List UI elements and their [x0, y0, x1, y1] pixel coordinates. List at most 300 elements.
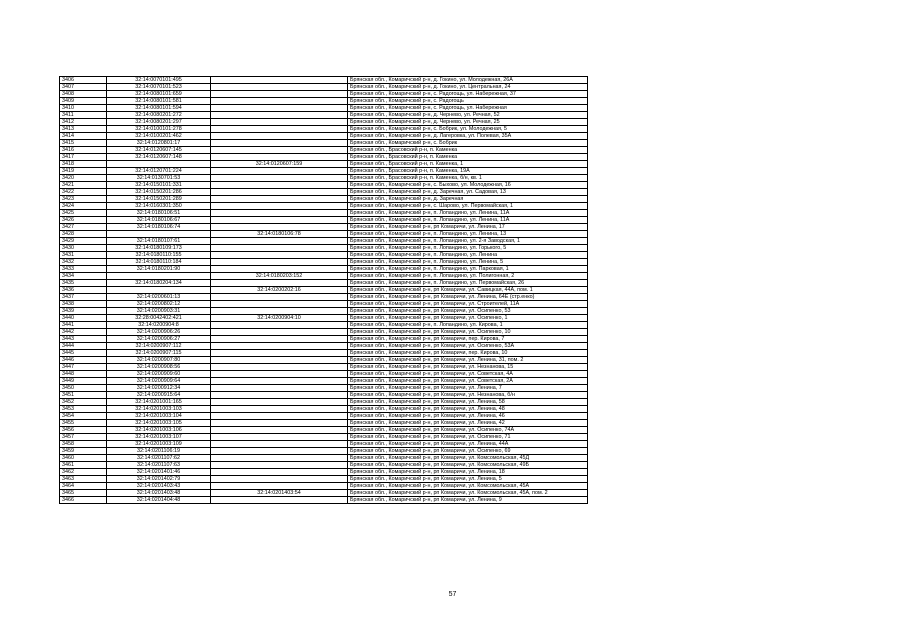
cadastral-number-cell: 32:14:0201001:165	[107, 399, 211, 406]
address-cell: Брянская обл., Комаричский р-н, рп Комаричи, ул. Ленина, 9	[348, 497, 588, 504]
table-row	[60, 448, 588, 455]
cadastral-number-cell: 32:14:0160301:350	[107, 203, 211, 210]
related-cadastral-number-cell	[211, 77, 348, 84]
table-row	[60, 476, 588, 483]
table-row	[60, 266, 588, 273]
row-number-cell: 3408	[60, 91, 107, 98]
cadastral-number-cell: 32:14:0200908:56	[107, 364, 211, 371]
related-cadastral-number-cell	[211, 371, 348, 378]
related-cadastral-number-cell	[211, 168, 348, 175]
row-number-cell: 3427	[60, 224, 107, 231]
table-row	[60, 105, 588, 112]
related-cadastral-number-cell	[211, 364, 348, 371]
table-row	[60, 119, 588, 126]
row-number-cell: 3438	[60, 301, 107, 308]
table-row	[60, 336, 588, 343]
table-row	[60, 322, 588, 329]
address-cell: Брянская обл., Комаричский р-н, рп Комаричи, ул. Ленина, 42	[348, 420, 588, 427]
cadastral-number-cell: 32:14:0180106:67	[107, 217, 211, 224]
related-cadastral-number-cell	[211, 259, 348, 266]
address-cell: Брянская обл., Комаричский р-н, п. Лопандино, ул. Горького, 5	[348, 245, 588, 252]
table-row	[60, 483, 588, 490]
cadastral-number-cell: 32:14:0200802:12	[107, 301, 211, 308]
address-cell: Брянская обл., Комаричский р-н, д. Заречная	[348, 196, 588, 203]
address-cell: Брянская обл., Комаричский р-н, с. Радогощь, ул. Набережная	[348, 105, 588, 112]
table-row	[60, 308, 588, 315]
cadastral-number-cell: 32:14:0130701:53	[107, 175, 211, 182]
related-cadastral-number-cell	[211, 112, 348, 119]
related-cadastral-number-cell	[211, 217, 348, 224]
table-row	[60, 140, 588, 147]
address-cell: Брянская обл., Комаричский р-н, п. Лопандино, ул. Ленина, 13	[348, 231, 588, 238]
related-cadastral-number-cell	[211, 322, 348, 329]
row-number-cell: 3429	[60, 238, 107, 245]
table-row	[60, 350, 588, 357]
cadastral-number-cell: 32:14:0201003:107	[107, 434, 211, 441]
row-number-cell: 3453	[60, 406, 107, 413]
cadastral-number-cell: 32:14:0201107:63	[107, 462, 211, 469]
related-cadastral-number-cell	[211, 329, 348, 336]
cadastral-number-cell: 32:14:0201403:43	[107, 483, 211, 490]
cadastral-number-cell: 32:14:0200909:64	[107, 378, 211, 385]
related-cadastral-number-cell	[211, 98, 348, 105]
related-cadastral-number-cell	[211, 469, 348, 476]
row-number-cell: 3410	[60, 105, 107, 112]
address-cell: Брянская обл., Брасовский р-н, п. Каменка	[348, 147, 588, 154]
related-cadastral-number-cell: 32:14:0200904:10	[211, 315, 348, 322]
table-row	[60, 84, 588, 91]
table-row	[60, 399, 588, 406]
address-cell: Брянская обл., Комаричский р-н, д. Черневo, ул. Речная, 52	[348, 112, 588, 119]
related-cadastral-number-cell	[211, 182, 348, 189]
related-cadastral-number-cell	[211, 350, 348, 357]
address-cell: Брянская обл., Комаричский р-н, п. Лопандино, ул. Парковая, 1	[348, 266, 588, 273]
table-row	[60, 378, 588, 385]
cadastral-number-cell: 32:14:0201403:48	[107, 490, 211, 497]
cadastral-number-cell: 32:14:0180110:155	[107, 252, 211, 259]
cadastral-number-cell: 32:14:0070101:523	[107, 84, 211, 91]
related-cadastral-number-cell: 32:14:0200202:16	[211, 287, 348, 294]
address-cell: Брянская обл., Комаричский р-н, рп Комаричи, пер. Кирова, 10	[348, 350, 588, 357]
cadastral-number-cell: 32:14:0150201:286	[107, 189, 211, 196]
address-cell: Брянская обл., Комаричский р-н, рп Комаричи, ул. Осипенко, 10	[348, 329, 588, 336]
related-cadastral-number-cell	[211, 336, 348, 343]
address-cell: Брянская обл., Комаричский р-н, д. Черневo, ул. Речная, 25	[348, 119, 588, 126]
row-number-cell: 3439	[60, 308, 107, 315]
related-cadastral-number-cell	[211, 294, 348, 301]
table-row	[60, 252, 588, 259]
related-cadastral-number-cell	[211, 126, 348, 133]
row-number-cell: 3411	[60, 112, 107, 119]
cadastral-number-cell: 32:14:0080101:581	[107, 98, 211, 105]
row-number-cell: 3459	[60, 448, 107, 455]
row-number-cell: 3421	[60, 182, 107, 189]
table-row	[60, 301, 588, 308]
related-cadastral-number-cell	[211, 245, 348, 252]
table-row	[60, 364, 588, 371]
row-number-cell: 3440	[60, 315, 107, 322]
address-cell: Брянская обл., Комаричский р-н, рп Комаричи, ул. Незнанова, б/н	[348, 392, 588, 399]
table-row	[60, 210, 588, 217]
table-row	[60, 294, 588, 301]
row-number-cell: 3464	[60, 483, 107, 490]
address-cell: Брянская обл., Комаричский р-н, д. Гокино, ул. Молодежная, 26А	[348, 77, 588, 84]
row-number-cell: 3431	[60, 252, 107, 259]
related-cadastral-number-cell	[211, 399, 348, 406]
address-cell: Брянская обл., Комаричский р-н, рп Комаричи, ул. Осипенко, 1	[348, 315, 588, 322]
table-row	[60, 154, 588, 161]
address-cell: Брянская обл., Комаричский р-н, рп Комаричи, ул. Савицкая, 44А, пом. 1	[348, 287, 588, 294]
address-cell: Брянская обл., Комаричский р-н, д. Лагеровка, ул. Полевая, 35А	[348, 133, 588, 140]
related-cadastral-number-cell: 32:14:0120607:159	[211, 161, 348, 168]
table-row	[60, 196, 588, 203]
address-cell: Брянская обл., Комаричский р-н, п. Лопандино, ул. Ленина	[348, 252, 588, 259]
related-cadastral-number-cell	[211, 119, 348, 126]
address-cell: Брянская обл., Комаричский р-н, рп Комаричи, ул. Ленина, 44А	[348, 441, 588, 448]
row-number-cell: 3420	[60, 175, 107, 182]
row-number-cell: 3461	[60, 462, 107, 469]
table-row	[60, 469, 588, 476]
row-number-cell: 3445	[60, 350, 107, 357]
cadastral-number-cell: 32:14:0201003:105	[107, 420, 211, 427]
cadastral-number-cell: 32:14:0120801:17	[107, 140, 211, 147]
cadastral-number-cell: 32:14:0201106:19	[107, 448, 211, 455]
table-row	[60, 168, 588, 175]
cadastral-number-cell	[107, 231, 211, 238]
address-cell: Брянская обл., Комаричский р-н, рп Комаричи, ул. Комсомольская, 45А	[348, 483, 588, 490]
address-cell: Брянская обл., Комаричский р-н, с. Бобрик	[348, 140, 588, 147]
row-number-cell: 3446	[60, 357, 107, 364]
table-row	[60, 259, 588, 266]
cadastral-number-cell: 32:14:0200915:64	[107, 392, 211, 399]
cadastral-number-cell: 32:14:0201003:103	[107, 406, 211, 413]
address-cell: Брянская обл., Комаричский р-н, д. Заречная, ул. Садовая, 13	[348, 189, 588, 196]
address-cell: Брянская обл., Комаричский р-н, рп Комаричи, ул. Осипенко, 53А	[348, 343, 588, 350]
cadastral-number-cell: 32:14:0200903:31	[107, 308, 211, 315]
address-cell: Брянская обл., Комаричский р-н, с. Шарово, ул. Первомайская, 1	[348, 203, 588, 210]
cadastral-number-cell: 32:14:0180109:173	[107, 245, 211, 252]
cadastral-number-cell: 32:14:0180201:90	[107, 266, 211, 273]
row-number-cell: 3426	[60, 217, 107, 224]
related-cadastral-number-cell	[211, 266, 348, 273]
row-number-cell: 3451	[60, 392, 107, 399]
address-cell: Брянская обл., Комаричский р-н, рп Комаричи, ул. Комсомольская, 45Д	[348, 455, 588, 462]
table-row	[60, 238, 588, 245]
row-number-cell: 3428	[60, 231, 107, 238]
address-cell: Брянская обл., Комаричский р-н, рп Комаричи, ул. Советская, 2А	[348, 378, 588, 385]
row-number-cell: 3406	[60, 77, 107, 84]
row-number-cell: 3436	[60, 287, 107, 294]
table-row	[60, 462, 588, 469]
address-cell: Брянская обл., Комаричский р-н, с. Радогощь, ул. Набережная, 37	[348, 91, 588, 98]
address-cell: Брянская обл., Комаричский р-н, рп Комаричи, ул. Ленина, 64Е (стр.енко)	[348, 294, 588, 301]
table-row	[60, 427, 588, 434]
cadastral-number-cell: 32:14:0200912:34	[107, 385, 211, 392]
address-cell: Брянская обл., Комаричский р-н, п. Лопандино, ул. Полигонная, 2	[348, 273, 588, 280]
table-row	[60, 406, 588, 413]
table-row	[60, 231, 588, 238]
address-cell: Брянская обл., Комаричский р-н, с. Радогощь	[348, 98, 588, 105]
related-cadastral-number-cell: 32:14:0201403:54	[211, 490, 348, 497]
related-cadastral-number-cell	[211, 427, 348, 434]
row-number-cell: 3433	[60, 266, 107, 273]
row-number-cell: 3415	[60, 140, 107, 147]
table-row	[60, 91, 588, 98]
table-row	[60, 245, 588, 252]
related-cadastral-number-cell	[211, 448, 348, 455]
row-number-cell: 3435	[60, 280, 107, 287]
address-cell: Брянская обл., Комаричский р-н, рп Комаричи, ул. Советская, 4А	[348, 371, 588, 378]
cadastral-number-cell: 32:28:0042402:421	[107, 315, 211, 322]
related-cadastral-number-cell	[211, 462, 348, 469]
cadastral-number-cell: 32:14:0150201:289	[107, 196, 211, 203]
address-cell: Брянская обл., Комаричский р-н, п. Лопандино, ул. 2-я Заводская, 1	[348, 238, 588, 245]
related-cadastral-number-cell	[211, 133, 348, 140]
cadastral-number-cell: 32:14:0180106:74	[107, 224, 211, 231]
address-cell: Брянская обл., Комаричский р-н, рп Комаричи, ул. Ленина, 5	[348, 476, 588, 483]
table-row	[60, 147, 588, 154]
related-cadastral-number-cell	[211, 455, 348, 462]
cadastral-number-cell	[107, 161, 211, 168]
address-cell: Брянская обл., Комаричский р-н, п. Лопандино, ул. Ленина, 11А	[348, 217, 588, 224]
address-cell: Брянская обл., Комаричский р-н, рп Комаричи, ул. Ленина, 48	[348, 406, 588, 413]
address-cell: Брянская обл., Комаричский р-н, рп Комаричи, ул. Осипенко, 69	[348, 448, 588, 455]
related-cadastral-number-cell	[211, 84, 348, 91]
row-number-cell: 3447	[60, 364, 107, 371]
table-row	[60, 329, 588, 336]
table-row	[60, 161, 588, 168]
address-cell: Брянская обл., Комаричский р-н, рп Комаричи, ул. Осипенко, 53	[348, 308, 588, 315]
row-number-cell: 3450	[60, 385, 107, 392]
row-number-cell: 3409	[60, 98, 107, 105]
address-cell: Брянская обл., Комаричский р-н, рп Комаричи, пер. Кирова, 7	[348, 336, 588, 343]
row-number-cell: 3455	[60, 420, 107, 427]
address-cell: Брянская обл., Комаричский р-н, рп Комаричи, ул. Осипенко, 74А	[348, 427, 588, 434]
related-cadastral-number-cell	[211, 140, 348, 147]
row-number-cell: 3460	[60, 455, 107, 462]
row-number-cell: 3430	[60, 245, 107, 252]
row-number-cell: 3424	[60, 203, 107, 210]
table-row	[60, 357, 588, 364]
cadastral-number-cell: 32:14:0200906:27	[107, 336, 211, 343]
address-cell: Брянская обл., Комаричский р-н, рп Комаричи, ул. Комсомольская, 45А, пом. 2	[348, 490, 588, 497]
address-cell: Брянская обл., Комаричский р-н, п. Лопандино, ул. Ленина, 5	[348, 259, 588, 266]
related-cadastral-number-cell	[211, 154, 348, 161]
related-cadastral-number-cell	[211, 413, 348, 420]
table-row	[60, 280, 588, 287]
row-number-cell: 3422	[60, 189, 107, 196]
row-number-cell: 3432	[60, 259, 107, 266]
table-row	[60, 455, 588, 462]
related-cadastral-number-cell	[211, 483, 348, 490]
address-cell: Брянская обл., Брасовский р-н, п. Каменка, 1	[348, 161, 588, 168]
row-number-cell: 3419	[60, 168, 107, 175]
cadastral-number-cell: 32:14:0180204:134	[107, 280, 211, 287]
row-number-cell: 3416	[60, 147, 107, 154]
related-cadastral-number-cell: 32:14:0180106:78	[211, 231, 348, 238]
cadastral-number-cell: 32:14:0200907:80	[107, 357, 211, 364]
row-number-cell: 3418	[60, 161, 107, 168]
table-row	[60, 413, 588, 420]
related-cadastral-number-cell	[211, 175, 348, 182]
cadastral-number-cell: 32:14:0200907:115	[107, 350, 211, 357]
table-row	[60, 490, 588, 497]
related-cadastral-number-cell	[211, 420, 348, 427]
related-cadastral-number-cell	[211, 91, 348, 98]
table-row	[60, 203, 588, 210]
cadastral-number-cell: 32:14:0200904:8	[107, 322, 211, 329]
cadastral-number-cell: 32:14:0180110:184	[107, 259, 211, 266]
cadastral-number-cell: 32:14:0070101:495	[107, 77, 211, 84]
cadastral-number-cell: 32:14:0180107:61	[107, 238, 211, 245]
related-cadastral-number-cell	[211, 343, 348, 350]
related-cadastral-number-cell: 32:14:0180203:152	[211, 273, 348, 280]
address-cell: Брянская обл., Комаричский р-н, рп Комаричи, ул. Осипенко, 71	[348, 434, 588, 441]
related-cadastral-number-cell	[211, 224, 348, 231]
address-cell: Брянская обл., Комаричский р-н, с. Быхово, ул. Молодежная, 16	[348, 182, 588, 189]
related-cadastral-number-cell	[211, 210, 348, 217]
related-cadastral-number-cell	[211, 147, 348, 154]
address-cell: Брянская обл., Комаричский р-н, рп Комаричи, ул. Ленина, 58	[348, 399, 588, 406]
address-cell: Брянская обл., Брасовский р-н, п. Каменка, б/н, кв. 1	[348, 175, 588, 182]
related-cadastral-number-cell	[211, 280, 348, 287]
row-number-cell: 3456	[60, 427, 107, 434]
related-cadastral-number-cell	[211, 252, 348, 259]
row-number-cell: 3417	[60, 154, 107, 161]
cadastral-number-cell	[107, 273, 211, 280]
row-number-cell: 3444	[60, 343, 107, 350]
related-cadastral-number-cell	[211, 189, 348, 196]
related-cadastral-number-cell	[211, 385, 348, 392]
row-number-cell: 3457	[60, 434, 107, 441]
cadastral-number-cell: 32:14:0201003:109	[107, 441, 211, 448]
address-cell: Брянская обл., Комаричский р-н, п. Лопандино, ул. Первомайская, 26	[348, 280, 588, 287]
cadastral-number-cell: 32:14:0080101:659	[107, 91, 211, 98]
table-row	[60, 126, 588, 133]
table-row	[60, 217, 588, 224]
address-cell: Брянская обл., Брасовский р-н, п. Каменка, 19А	[348, 168, 588, 175]
table-row	[60, 497, 588, 504]
table-row	[60, 392, 588, 399]
related-cadastral-number-cell	[211, 301, 348, 308]
address-cell: Брянская обл., Брасовский р-н, п. Каменка	[348, 154, 588, 161]
row-number-cell: 3413	[60, 126, 107, 133]
table-row	[60, 385, 588, 392]
row-number-cell: 3443	[60, 336, 107, 343]
table-body	[60, 77, 588, 504]
row-number-cell: 3465	[60, 490, 107, 497]
address-cell: Брянская обл., Комаричский р-н, рп Комаричи, ул. Ленина, 17	[348, 224, 588, 231]
related-cadastral-number-cell	[211, 476, 348, 483]
address-cell: Брянская обл., Комаричский р-н, рп Комаричи, ул. Ленина, 46	[348, 413, 588, 420]
table-row	[60, 224, 588, 231]
property-registry-table	[59, 76, 588, 504]
cadastral-number-cell: 32:14:0200907:112	[107, 343, 211, 350]
cadastral-number-cell: 32:14:0080201:272	[107, 112, 211, 119]
related-cadastral-number-cell	[211, 497, 348, 504]
cadastral-number-cell: 32:14:0180106:51	[107, 210, 211, 217]
cadastral-number-cell: 32:14:0080201:297	[107, 119, 211, 126]
address-cell: Брянская обл., Комаричский р-н, п. Лопандино, ул. Ленина, 11А	[348, 210, 588, 217]
table-row	[60, 112, 588, 119]
related-cadastral-number-cell	[211, 434, 348, 441]
row-number-cell: 3442	[60, 329, 107, 336]
row-number-cell: 3434	[60, 273, 107, 280]
cadastral-number-cell: 32:14:0200906:26	[107, 329, 211, 336]
row-number-cell: 3448	[60, 371, 107, 378]
related-cadastral-number-cell	[211, 308, 348, 315]
related-cadastral-number-cell	[211, 196, 348, 203]
cadastral-number-cell: 32:14:0120607:148	[107, 154, 211, 161]
related-cadastral-number-cell	[211, 392, 348, 399]
cadastral-number-cell: 32:14:0150101:331	[107, 182, 211, 189]
cadastral-number-cell: 32:14:0080101:594	[107, 105, 211, 112]
row-number-cell: 3407	[60, 84, 107, 91]
address-cell: Брянская обл., Комаричский р-н, с. Бобрик, ул. Молодежная, 5	[348, 126, 588, 133]
row-number-cell: 3466	[60, 497, 107, 504]
address-cell: Брянская обл., Комаричский р-н, п. Лопандино, ул. Кирова, 1	[348, 322, 588, 329]
cadastral-number-cell: 32:14:0200909:60	[107, 371, 211, 378]
cadastral-number-cell: 32:14:0201003:104	[107, 413, 211, 420]
row-number-cell: 3454	[60, 413, 107, 420]
row-number-cell: 3452	[60, 399, 107, 406]
page-number: 57	[448, 591, 457, 598]
related-cadastral-number-cell	[211, 105, 348, 112]
row-number-cell: 3425	[60, 210, 107, 217]
table-row	[60, 315, 588, 322]
address-cell: Брянская обл., Комаричский р-н, рп Комаричи, ул. Ленина, 7	[348, 385, 588, 392]
row-number-cell: 3462	[60, 469, 107, 476]
cadastral-number-cell: 32:14:0120607:145	[107, 147, 211, 154]
table-row	[60, 175, 588, 182]
address-cell: Брянская обл., Комаричский р-н, рп Комаричи, ул. Незнанова, 15	[348, 364, 588, 371]
cadastral-number-cell: 32:14:0100201:462	[107, 133, 211, 140]
related-cadastral-number-cell	[211, 406, 348, 413]
cadastral-number-cell: 32:14:0201402:79	[107, 476, 211, 483]
table-row	[60, 182, 588, 189]
address-cell: Брянская обл., Комаричский р-н, рп Комаричи, ул. Комсомольская, 49Б	[348, 462, 588, 469]
cadastral-number-cell: 32:14:0200601:13	[107, 294, 211, 301]
row-number-cell: 3423	[60, 196, 107, 203]
table-row	[60, 273, 588, 280]
row-number-cell: 3437	[60, 294, 107, 301]
row-number-cell: 3458	[60, 441, 107, 448]
row-number-cell: 3463	[60, 476, 107, 483]
table-row	[60, 371, 588, 378]
table-row	[60, 434, 588, 441]
cadastral-number-cell: 32:14:0100101:278	[107, 126, 211, 133]
cadastral-number-cell	[107, 287, 211, 294]
table-row	[60, 420, 588, 427]
cadastral-number-cell: 32:14:0201107:62	[107, 455, 211, 462]
table-row	[60, 98, 588, 105]
row-number-cell: 3414	[60, 133, 107, 140]
related-cadastral-number-cell	[211, 203, 348, 210]
related-cadastral-number-cell	[211, 238, 348, 245]
row-number-cell: 3441	[60, 322, 107, 329]
cadastral-number-cell: 32:14:0201404:48	[107, 497, 211, 504]
table-row	[60, 287, 588, 294]
address-cell: Брянская обл., Комаричский р-н, рп Комаричи, ул. Ленина, 31, пом. 2	[348, 357, 588, 364]
table-row	[60, 189, 588, 196]
related-cadastral-number-cell	[211, 378, 348, 385]
cadastral-number-cell: 32:14:0120701:224	[107, 168, 211, 175]
cadastral-number-cell: 32:14:0201401:46	[107, 469, 211, 476]
table-row	[60, 77, 588, 84]
table-row	[60, 343, 588, 350]
address-cell: Брянская обл., Комаричский р-н, рп Комаричи, ул. Ленина, 18	[348, 469, 588, 476]
cadastral-number-cell: 32:14:0201003:106	[107, 427, 211, 434]
